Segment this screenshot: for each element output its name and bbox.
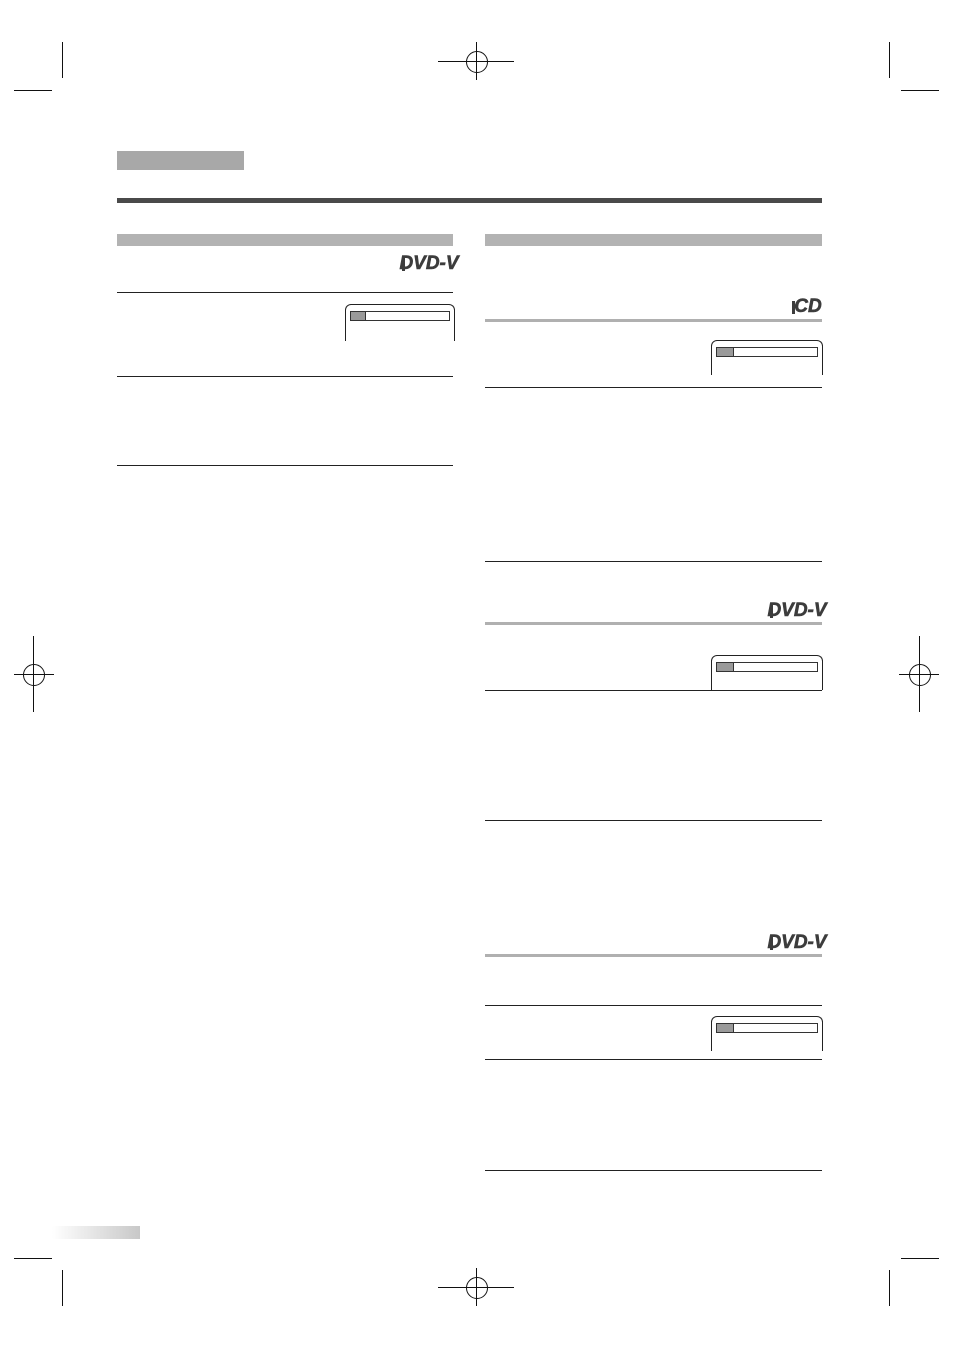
step-divider: [485, 690, 822, 691]
on-screen-display-preview: [345, 304, 455, 341]
chapter-tab: [117, 151, 244, 170]
step-divider: [117, 376, 453, 377]
display-icon: [351, 312, 366, 320]
display-icon: [717, 1024, 734, 1032]
crop-mark: [14, 90, 52, 91]
crop-mark: [62, 42, 63, 78]
step-divider: [485, 1005, 822, 1006]
section-rule: [485, 319, 822, 322]
badge-text: DVD-V: [767, 932, 827, 953]
crop-mark: [901, 1258, 939, 1259]
crop-mark: [14, 1258, 52, 1259]
step-divider: [485, 387, 822, 388]
dvd-video-badge: [399, 250, 459, 274]
section-rule: [485, 954, 822, 957]
display-bar: [716, 1023, 818, 1033]
section-heading-bar: [117, 234, 453, 246]
step-divider: [485, 561, 822, 562]
registration-circle: [466, 1277, 488, 1299]
page-number-tab: [52, 1226, 140, 1239]
display-bar: [716, 347, 818, 357]
dvd-video-badge: [767, 929, 827, 953]
on-screen-display-preview: [711, 1016, 823, 1051]
badge-text: DVD-V: [767, 600, 827, 621]
crop-mark: [889, 42, 890, 78]
step-divider: [485, 820, 822, 821]
crop-mark: [901, 90, 939, 91]
crop-mark: [889, 1270, 890, 1306]
dvd-video-badge: [767, 597, 827, 621]
section-rule: [485, 622, 822, 625]
crop-mark: [62, 1270, 63, 1306]
header-rule: [117, 198, 822, 203]
registration-circle: [23, 664, 45, 686]
registration-circle: [466, 51, 488, 73]
step-divider: [485, 1170, 822, 1171]
step-divider: [117, 465, 453, 466]
section-heading-bar: [485, 234, 822, 246]
badge-text: DVD-V: [399, 253, 459, 274]
step-divider: [117, 292, 453, 293]
step-divider: [485, 1059, 822, 1060]
badge-text: CD: [794, 296, 822, 317]
cd-badge: [792, 293, 822, 315]
on-screen-display-preview: [711, 655, 823, 690]
display-icon: [717, 663, 734, 671]
display-icon: [717, 348, 734, 356]
display-bar: [350, 311, 450, 321]
on-screen-display-preview: [711, 340, 823, 375]
display-bar: [716, 662, 818, 672]
registration-circle: [909, 664, 931, 686]
